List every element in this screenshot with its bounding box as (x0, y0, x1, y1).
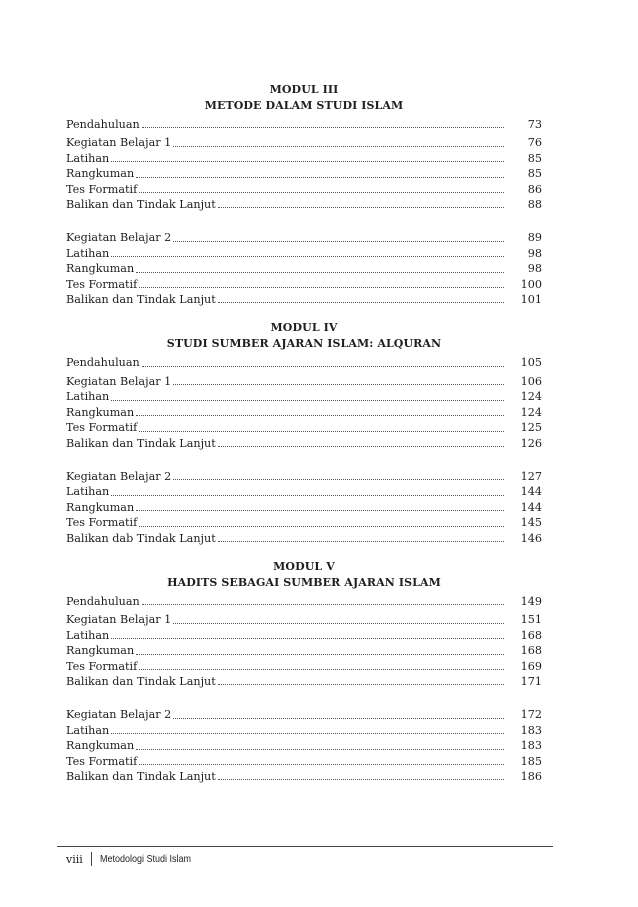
toc-entry[interactable] (66, 515, 542, 530)
toc-entry[interactable] (66, 292, 542, 307)
toc-entry-label: Tes Formatif (66, 659, 138, 673)
toc-entry-label: Pendahuluan (66, 356, 140, 370)
toc-entry-label: Latihan (66, 723, 110, 737)
toc-entry-page: 186 (520, 770, 542, 783)
toc-entry-label: Kegiatan Belajar 1 (66, 613, 172, 627)
leader-dots (111, 397, 504, 401)
leader-dots (136, 269, 504, 273)
toc-entry-page: 172 (520, 708, 542, 722)
module-title: METODE DALAM STUDI ISLAM (204, 99, 404, 112)
toc-entry-page: 106 (520, 374, 542, 388)
leader-dots (139, 189, 504, 193)
module-section (66, 560, 542, 784)
toc-entry-label: Rangkuman (66, 262, 135, 276)
toc-entry-label: Tes Formatif (66, 516, 138, 530)
table-of-contents (66, 83, 542, 784)
toc-entry-label: Balikan dan Tindak Lanjut (66, 436, 216, 450)
toc-entry-page: 98 (527, 246, 542, 260)
toc-entry-label: Kegiatan Belajar 2 (66, 708, 172, 722)
toc-entry-label: Kegiatan Belajar 2 (66, 231, 172, 245)
toc-entry-page: 88 (527, 198, 542, 212)
toc-entry[interactable] (66, 484, 542, 499)
toc-entry-label: Kegiatan Belajar 1 (66, 374, 172, 388)
module-title: HADITS SEBAGAI SUMBER AJARAN ISLAM (167, 575, 441, 589)
toc-entry-page: 151 (520, 613, 542, 627)
leader-dots (218, 538, 504, 542)
toc-entry[interactable] (66, 355, 542, 370)
toc-entry-page: 169 (520, 659, 542, 673)
leader-dots (136, 174, 504, 178)
toc-entry-page: 85 (527, 151, 542, 165)
leader-dots (139, 761, 504, 765)
toc-entry[interactable] (66, 723, 542, 738)
toc-entry[interactable] (66, 389, 542, 404)
toc-entry[interactable] (66, 612, 542, 627)
toc-entry[interactable] (66, 500, 542, 515)
toc-entry-page: 98 (527, 262, 542, 276)
toc-entry[interactable] (66, 659, 542, 674)
toc-entry[interactable] (66, 277, 542, 292)
leader-dots (139, 666, 504, 670)
toc-entry-page: 101 (520, 293, 542, 307)
toc-entry[interactable] (66, 230, 542, 245)
leader-dots (173, 476, 504, 480)
toc-entry[interactable] (66, 117, 542, 132)
leader-dots (136, 651, 504, 655)
leader-dots (111, 253, 504, 257)
toc-entry[interactable] (66, 166, 542, 181)
toc-entry[interactable] (66, 182, 542, 197)
module-section (66, 83, 542, 307)
toc-entry-page: 105 (520, 356, 542, 370)
toc-entry-label: Tes Formatif (66, 754, 138, 768)
leader-dots (136, 412, 504, 416)
module-number: MODUL III (269, 83, 339, 96)
toc-entry-page: 183 (520, 723, 542, 737)
leader-dots (142, 363, 504, 367)
leader-dots (142, 601, 504, 605)
toc-entry-label: Rangkuman (66, 739, 135, 753)
toc-entry[interactable] (66, 436, 542, 451)
toc-entry[interactable] (66, 769, 542, 784)
toc-entry[interactable] (66, 469, 542, 484)
toc-entry-page: 127 (520, 469, 542, 483)
leader-dots (173, 381, 504, 385)
leader-dots (136, 746, 504, 750)
leader-dots (139, 284, 504, 288)
toc-entry[interactable] (66, 405, 542, 420)
module-title: STUDI SUMBER AJARAN ISLAM: ALQURAN (166, 337, 442, 351)
page-footer (66, 852, 201, 866)
module-number: MODUL IV (270, 321, 338, 335)
toc-entry-page: 89 (527, 231, 542, 245)
toc-entry-label: Balikan dan Tindak Lanjut (66, 293, 216, 307)
toc-entry-label: Balikan dab Tindak Lanjut (66, 531, 216, 545)
leader-dots (142, 124, 504, 128)
toc-entry-label: Tes Formatif (66, 421, 138, 435)
leader-dots (136, 507, 504, 511)
toc-entry-page: 146 (520, 531, 542, 545)
toc-entry[interactable] (66, 261, 542, 276)
leader-dots (111, 158, 504, 162)
leader-dots (173, 238, 504, 242)
toc-entry-page: 168 (520, 628, 542, 642)
toc-entry-label: Latihan (66, 246, 110, 260)
toc-entry-label: Latihan (66, 390, 110, 404)
toc-entry-label: Rangkuman (66, 500, 135, 514)
toc-entry-page: 124 (520, 390, 542, 404)
leader-dots (218, 776, 504, 780)
leader-dots (218, 299, 504, 303)
toc-entry[interactable] (66, 628, 542, 643)
toc-entry-label: Tes Formatif (66, 182, 138, 196)
toc-entry-page: 73 (527, 118, 542, 131)
toc-entry-label: Rangkuman (66, 405, 135, 419)
toc-entry-page: 144 (520, 485, 542, 499)
toc-entry[interactable] (66, 643, 542, 658)
toc-entry-page: 125 (520, 421, 542, 435)
toc-entry-page: 85 (527, 167, 542, 181)
toc-entry-page: 171 (520, 674, 542, 688)
toc-entry-page: 183 (520, 739, 542, 753)
footer-divider (91, 852, 92, 866)
leader-dots (173, 143, 504, 147)
toc-entry-page: 185 (520, 754, 542, 768)
toc-entry-label: Latihan (66, 151, 110, 165)
toc-entry[interactable] (66, 594, 542, 609)
footer-rule (57, 846, 553, 847)
leader-dots (218, 204, 504, 208)
toc-entry-page: 145 (520, 516, 542, 530)
toc-entry-page: 168 (520, 644, 542, 658)
leader-dots (173, 620, 504, 624)
toc-entry[interactable] (66, 135, 542, 150)
leader-dots (139, 523, 504, 527)
book-title: Metodologi Studi Islam (99, 853, 191, 865)
toc-entry[interactable] (66, 420, 542, 435)
toc-entry[interactable] (66, 531, 542, 546)
toc-entry[interactable] (66, 151, 542, 166)
module-section (66, 321, 542, 545)
toc-entry-label: Balikan dan Tindak Lanjut (66, 674, 216, 688)
toc-entry-page: 124 (520, 405, 542, 419)
page-number: viii (66, 852, 83, 866)
leader-dots (111, 635, 504, 639)
module-number: MODUL V (273, 559, 335, 573)
toc-entry-label: Balikan dan Tindak Lanjut (66, 770, 216, 783)
toc-entry[interactable] (66, 246, 542, 261)
toc-entry-page: 76 (527, 136, 542, 150)
toc-entry-label: Rangkuman (66, 167, 135, 181)
leader-dots (111, 730, 504, 734)
leader-dots (218, 681, 504, 685)
toc-entry-label: Latihan (66, 628, 110, 642)
toc-entry-page: 126 (520, 436, 542, 450)
toc-entry[interactable] (66, 738, 542, 753)
toc-entry-page: 144 (520, 500, 542, 514)
toc-entry[interactable] (66, 754, 542, 769)
leader-dots (218, 443, 504, 447)
leader-dots (111, 492, 504, 496)
toc-entry[interactable] (66, 374, 542, 389)
toc-entry-label: Kegiatan Belajar 1 (66, 136, 172, 150)
toc-entry-page: 149 (520, 594, 542, 608)
toc-entry-label: Tes Formatif (66, 277, 138, 291)
toc-entry-label: Latihan (66, 485, 110, 499)
toc-entry-page: 86 (527, 182, 542, 196)
toc-entry[interactable] (66, 707, 542, 722)
toc-entry[interactable] (66, 197, 542, 212)
leader-dots (139, 428, 504, 432)
toc-entry-label: Rangkuman (66, 644, 135, 658)
toc-entry-page: 100 (520, 277, 542, 291)
leader-dots (173, 715, 504, 719)
toc-entry-label: Pendahuluan (66, 594, 140, 608)
toc-entry-label: Pendahuluan (66, 118, 140, 131)
toc-entry-label: Balikan dan Tindak Lanjut (66, 198, 216, 212)
toc-entry[interactable] (66, 674, 542, 689)
toc-entry-label: Kegiatan Belajar 2 (66, 469, 172, 483)
